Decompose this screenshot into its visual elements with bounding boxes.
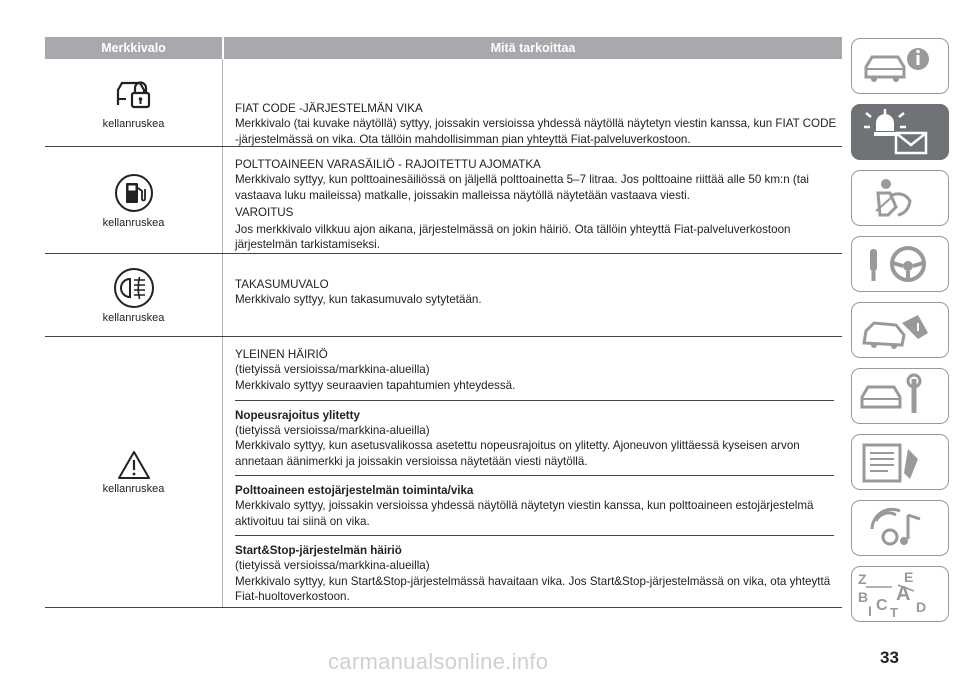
page-number: 33 — [880, 648, 899, 667]
tab-safety[interactable] — [851, 170, 949, 226]
section-note: (tietyissä versioissa/markkina-alueilla) — [235, 424, 430, 438]
tab-index[interactable] — [851, 566, 949, 622]
section-text: Merkkivalo syttyy seuraavien tapahtumien yhteydessä. — [235, 378, 516, 392]
section-start-stop — [235, 536, 834, 610]
header-meaning: Mitä tarkoittaa — [490, 41, 576, 55]
tab-emergency[interactable] — [851, 302, 949, 358]
fuel-pump-icon — [114, 172, 154, 214]
index-letter: Z — [858, 571, 867, 587]
tab-car-info[interactable] — [851, 38, 949, 94]
index-letter: C — [876, 597, 888, 614]
index-letter: T — [890, 605, 898, 620]
section-fuel-cutoff — [235, 476, 834, 536]
section-general-fault — [235, 337, 834, 401]
warning-triangle-icon — [117, 450, 151, 480]
tab-maintenance[interactable] — [851, 368, 949, 424]
watermark: carmanualsonline.info — [328, 649, 549, 674]
section-title: Nopeusrajoitus ylitetty — [235, 408, 360, 422]
section-text: Merkkivalo syttyy, joissakin versioissa yhdessä näytöllä näytetyn viestin kanssa, kun polttoaineen estojärjestelmä aktivoituu tai siinä on vika. — [235, 499, 814, 528]
section-note: (tietyissä versioissa/markkina-alueilla) — [235, 559, 430, 573]
row-text: Merkkivalo syttyy, kun takasumuvalo sytytetään. — [235, 293, 482, 307]
index-letter: A — [896, 583, 911, 605]
tab-technical-data[interactable] — [851, 434, 949, 490]
index-letter: D — [916, 599, 927, 615]
tab-warning-lights[interactable] — [851, 104, 949, 160]
section-text: Merkkivalo syttyy, kun Start&Stop-järjestelmässä havaitaan vika. Jos Start&Stop-järjestelmässä on vika, ota yhteyttä Fiat-huoltoverkostoon. — [235, 574, 831, 603]
section-title: Polttoaineen estojärjestelmän toiminta/vika — [235, 484, 474, 498]
color-label: kellanruskea — [102, 118, 165, 130]
section-note: (tietyissä versioissa/markkina-alueilla) — [235, 363, 430, 377]
key-steering-wheel-icon — [852, 237, 948, 291]
warning-title: VAROITUS — [235, 205, 294, 219]
index-letter: B — [858, 589, 869, 605]
section-title: YLEINEN HÄIRIÖ — [235, 348, 328, 361]
rear-fog-light-icon — [112, 267, 156, 309]
section-title: Start&Stop-järjestelmän häiriö — [235, 543, 402, 557]
row-title: FIAT CODE -JÄRJESTELMÄN VIKA — [235, 102, 423, 115]
table-row — [45, 59, 842, 147]
airbag-seat-icon — [852, 171, 948, 225]
document-list-icon — [852, 435, 948, 489]
table-row — [45, 147, 842, 254]
tab-multimedia[interactable] — [851, 500, 949, 556]
row-text: Merkkivalo syttyy, kun polttoainesäiliössä on jäljellä polttoainetta 5–7 litraa. Jos polttoaine riittää alle 50 km:n (tai vastaava luku maileissa) matkalle, joissakin malleissa näytöllä näytetään vastaava viesti. — [235, 173, 809, 202]
car-info-icon — [852, 39, 948, 93]
index-letter: E — [904, 569, 914, 585]
warning-light-message-icon — [852, 105, 948, 159]
section-speed-limit — [235, 401, 834, 476]
color-label: kellanruskea — [102, 311, 165, 324]
row-title: POLTTOAINEEN VARASÄILIÖ - RAJOITETTU AJOMATKA — [235, 158, 541, 171]
header-merkkivalo: Merkkivalo — [45, 37, 224, 59]
warning-text: Jos merkkivalo vilkkuu ajon aikana, järjestelmässä on jokin häiriö. Ota tällöin yhteyttä Fiat-palveluverkostoon järjestelmän tarkistamiseksi. — [235, 223, 791, 252]
row-text: Merkkivalo (tai kuvake näytöllä) syttyy, joissakin versioissa yhdessä näytöllä näytetyn viestin kanssa, kun FIAT CODE -järjestelmässä on vika. Ota tällöin mahdollisimman pian yhteyttä Fiat-palveluverkostoon. — [235, 117, 837, 146]
row-title: TAKASUMUVALO — [235, 278, 329, 291]
car-wrench-icon — [852, 369, 948, 423]
tab-starting-driving[interactable] — [851, 236, 949, 292]
table-row — [45, 254, 842, 337]
car-crash-icon — [852, 303, 948, 357]
table-header — [45, 37, 842, 59]
color-label: kellanruskea — [102, 482, 165, 495]
warning-light-table — [45, 37, 842, 608]
fiat-code-system-icon — [112, 75, 156, 115]
multimedia-music-icon — [852, 501, 948, 555]
table-row — [45, 337, 842, 608]
color-label: kellanruskea — [102, 216, 165, 229]
index-letter: I — [868, 603, 872, 619]
section-text: Merkkivalo syttyy, kun asetusvalikossa asetettu nopeusrajoitus on ylitetty. Ajoneuvon ylittäessä kyseisen arvon annetaan äänimerkki ja joissakin versioissa näytetään viesti näytöllä. — [235, 439, 800, 468]
